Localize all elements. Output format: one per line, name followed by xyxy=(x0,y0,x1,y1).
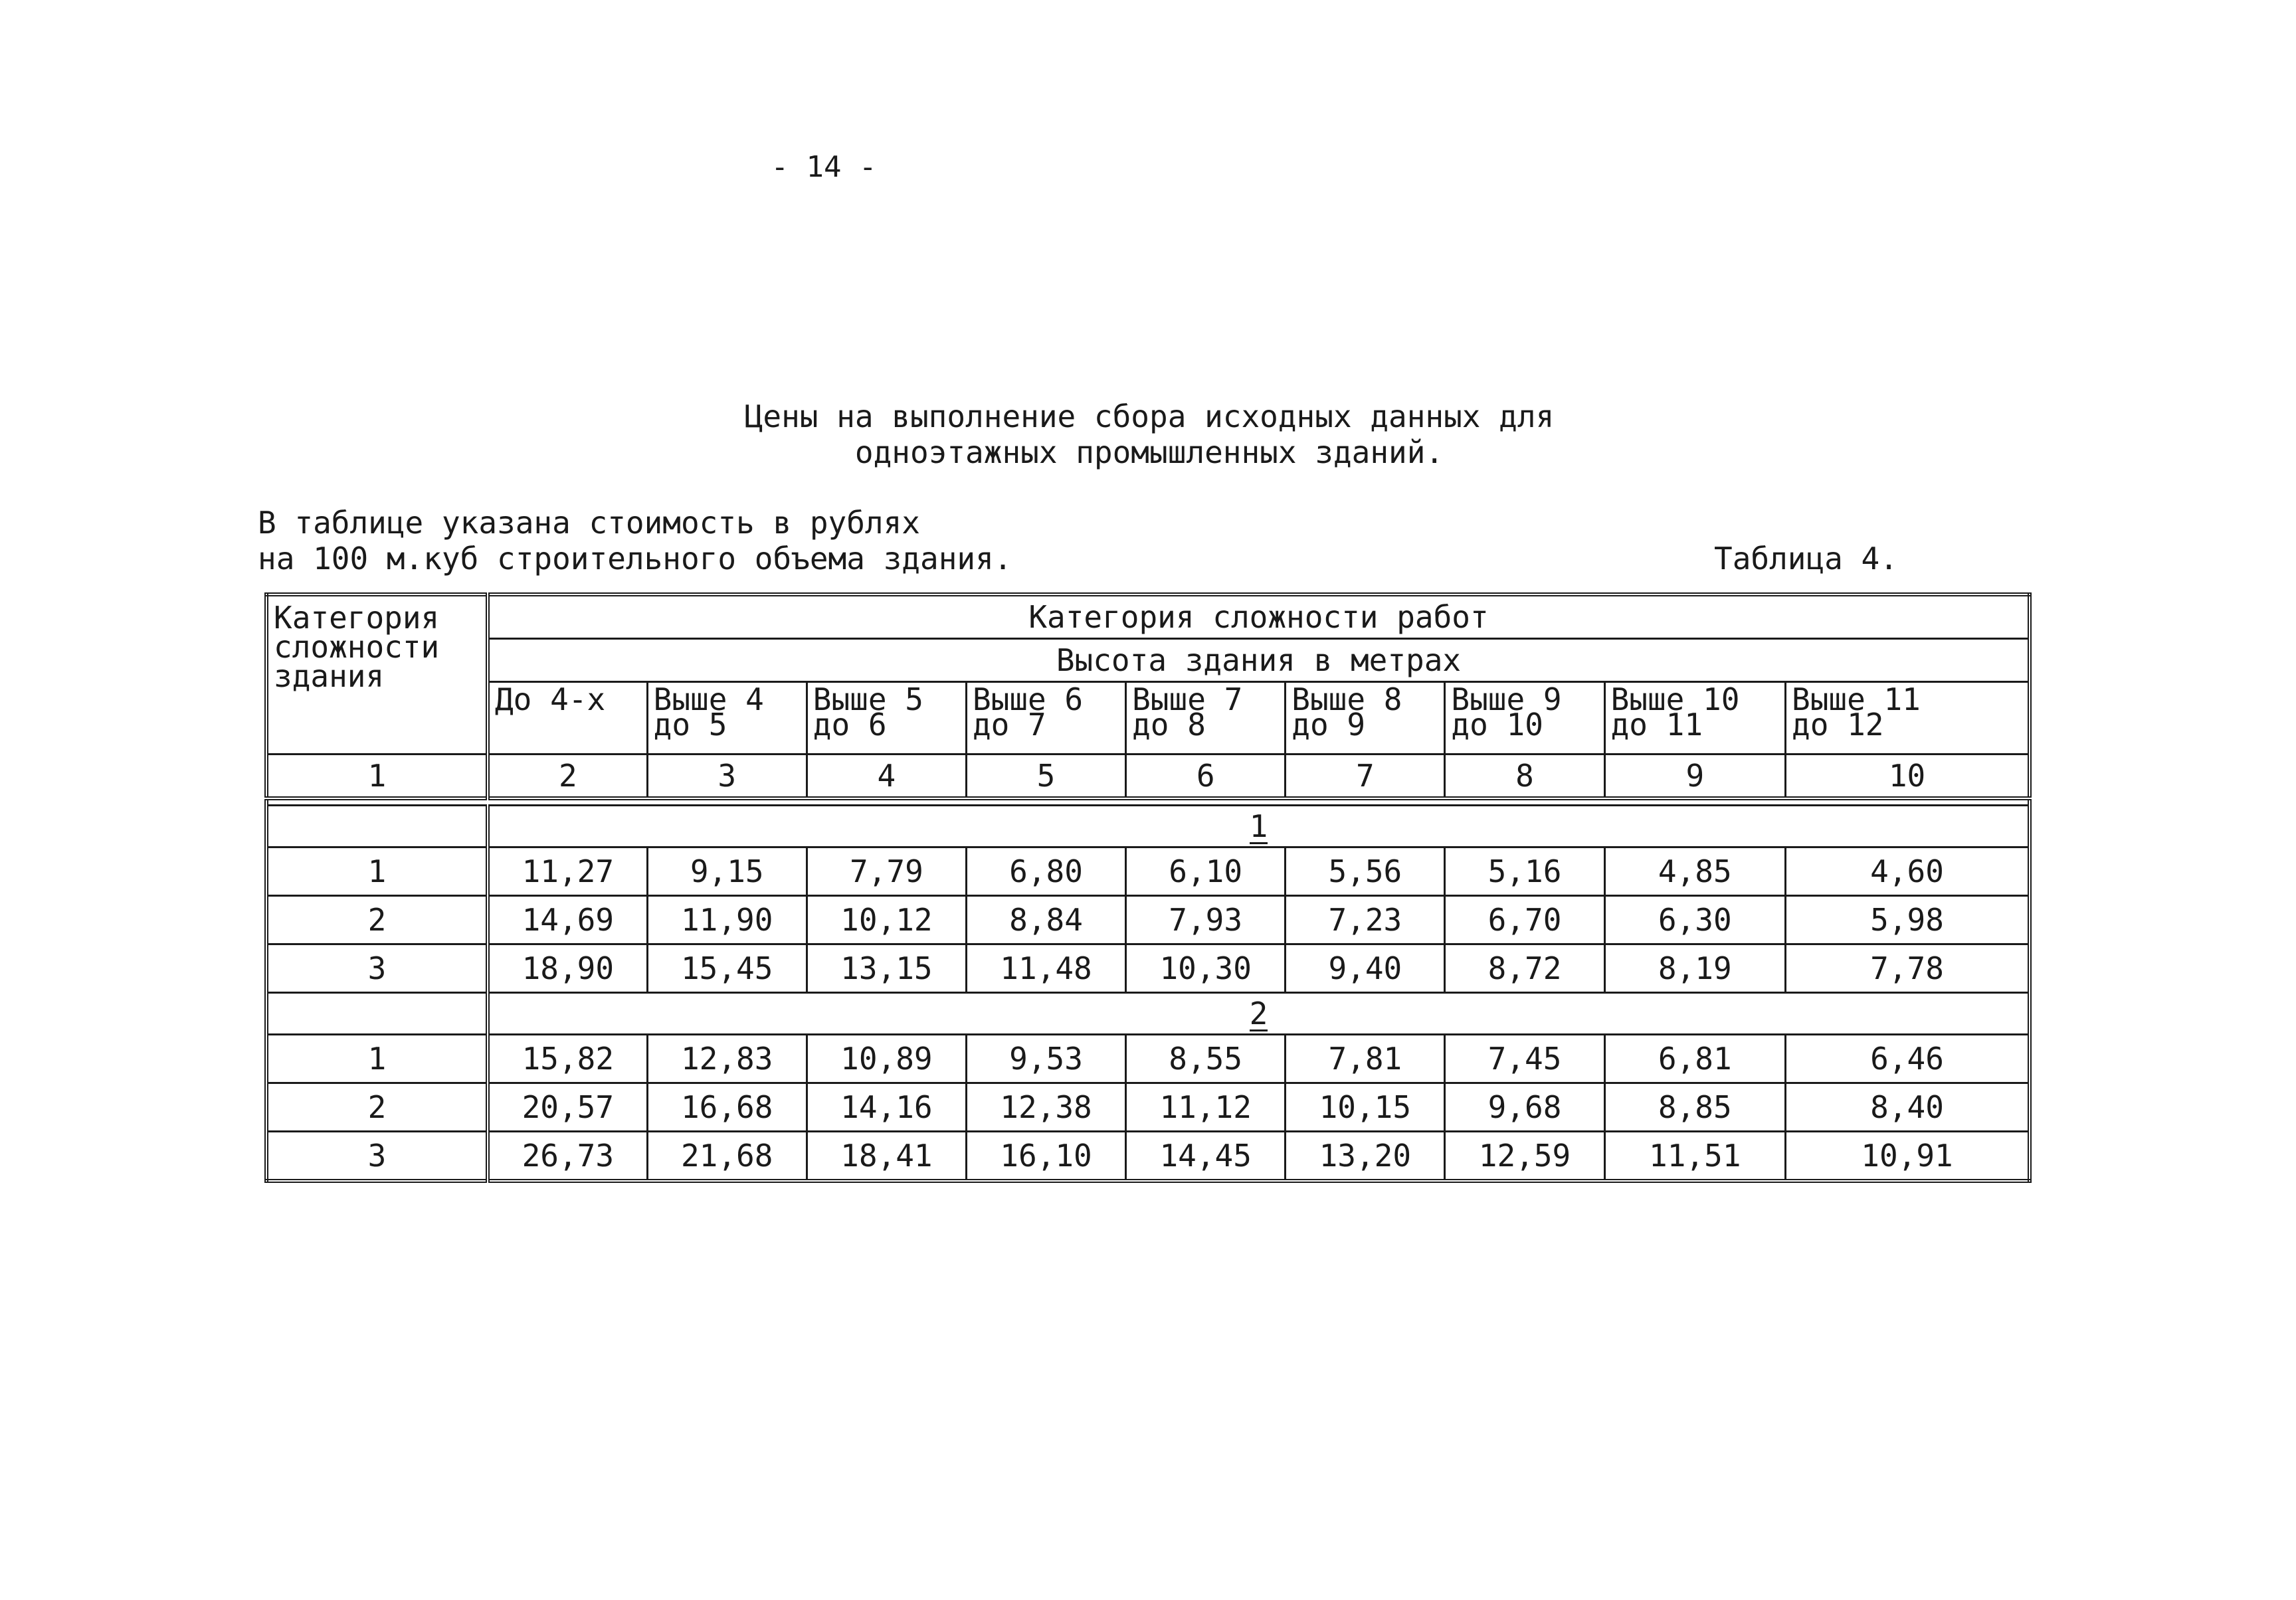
column-header-line-1: Выше 5 xyxy=(813,681,923,717)
price-cell: 8,72 xyxy=(1445,944,1604,993)
column-number: 8 xyxy=(1445,755,1604,799)
column-header-line-1: До 4-х xyxy=(494,681,606,717)
column-header-line-1: Выше 7 xyxy=(1132,681,1243,717)
price-cell: 7,93 xyxy=(1126,896,1286,944)
price-cell: 18,90 xyxy=(488,944,647,993)
section-label: 1 xyxy=(1249,808,1268,844)
price-cell: 7,45 xyxy=(1445,1035,1604,1083)
price-cell: 6,10 xyxy=(1126,847,1286,896)
column-number: 4 xyxy=(807,755,966,799)
price-cell: 7,23 xyxy=(1286,896,1445,944)
row-category: 2 xyxy=(266,1083,488,1132)
column-header xyxy=(1786,682,2030,755)
column-header-line-2: до 8 xyxy=(1132,707,1206,743)
column-header-line-1: Выше 9 xyxy=(1451,681,1562,717)
row-category: 3 xyxy=(266,944,488,993)
price-cell: 11,48 xyxy=(966,944,1125,993)
price-cell: 5,56 xyxy=(1286,847,1445,896)
row-header-cell xyxy=(266,594,488,755)
row-category: 1 xyxy=(266,1035,488,1083)
column-header-line-1: Выше 10 xyxy=(1610,681,1740,717)
group-header: Категория сложности работ xyxy=(488,594,2030,639)
table-row xyxy=(266,847,2030,896)
note-line-1: В таблице указана стоимость в рублях xyxy=(258,505,920,541)
price-cell: 15,45 xyxy=(647,944,807,993)
price-cell: 13,15 xyxy=(807,944,966,993)
column-header xyxy=(488,682,647,755)
price-cell: 9,53 xyxy=(966,1035,1125,1083)
price-cell: 6,70 xyxy=(1445,896,1604,944)
column-header xyxy=(1604,682,1785,755)
price-cell: 9,15 xyxy=(647,847,807,896)
price-cell: 15,82 xyxy=(488,1035,647,1083)
price-cell: 26,73 xyxy=(488,1132,647,1182)
column-header-line-2: до 10 xyxy=(1451,707,1543,743)
price-cell: 11,27 xyxy=(488,847,647,896)
price-cell: 13,20 xyxy=(1286,1132,1445,1182)
price-cell: 6,81 xyxy=(1604,1035,1785,1083)
price-cell: 14,16 xyxy=(807,1083,966,1132)
column-header-line-2: до 9 xyxy=(1292,707,1366,743)
table-row xyxy=(266,1083,2030,1132)
table-label: Таблица 4. xyxy=(1714,541,1898,577)
price-cell: 14,45 xyxy=(1126,1132,1286,1182)
price-cell: 10,89 xyxy=(807,1035,966,1083)
price-cell: 6,30 xyxy=(1604,896,1785,944)
title-line-2: одноэтажных промышленных зданий. xyxy=(854,434,1444,470)
price-cell: 8,55 xyxy=(1126,1035,1286,1083)
column-header-line-2: до 6 xyxy=(813,707,887,743)
price-cell: 4,60 xyxy=(1786,847,2030,896)
price-cell: 8,19 xyxy=(1604,944,1785,993)
price-cell: 7,79 xyxy=(807,847,966,896)
section-category-blank xyxy=(266,806,488,847)
subgroup-header: Высота здания в метрах xyxy=(488,639,2030,682)
section-title-cell xyxy=(488,993,2030,1035)
document-title xyxy=(518,399,1780,470)
column-header-line-1: Выше 4 xyxy=(653,681,764,717)
column-header-line-2: до 7 xyxy=(972,707,1046,743)
price-cell: 14,69 xyxy=(488,896,647,944)
column-header-line-1: Выше 6 xyxy=(972,681,1084,717)
price-cell: 16,68 xyxy=(647,1083,807,1132)
section-title-cell xyxy=(488,806,2030,847)
table-row xyxy=(266,896,2030,944)
column-header-line-2: до 11 xyxy=(1610,707,1703,743)
price-cell: 4,85 xyxy=(1604,847,1785,896)
price-cell: 20,57 xyxy=(488,1083,647,1132)
price-cell: 6,80 xyxy=(966,847,1125,896)
price-cell: 8,84 xyxy=(966,896,1125,944)
price-cell: 5,16 xyxy=(1445,847,1604,896)
price-cell: 11,12 xyxy=(1126,1083,1286,1132)
column-header xyxy=(1126,682,1286,755)
price-cell: 5,98 xyxy=(1786,896,2030,944)
row-header-line-1: Категория xyxy=(274,600,440,636)
price-cell: 10,15 xyxy=(1286,1083,1445,1132)
column-number: 2 xyxy=(488,755,647,799)
column-number: 6 xyxy=(1126,755,1286,799)
row-header-line-3: здания xyxy=(274,658,385,694)
price-cell: 7,81 xyxy=(1286,1035,1445,1083)
price-cell: 7,78 xyxy=(1786,944,2030,993)
header-separator xyxy=(266,798,2030,806)
table-row xyxy=(266,1132,2030,1182)
column-number: 1 xyxy=(266,755,488,799)
price-cell: 12,38 xyxy=(966,1083,1125,1132)
column-header xyxy=(1445,682,1604,755)
column-header xyxy=(647,682,807,755)
column-header-line-2: до 5 xyxy=(653,707,727,743)
section-category-blank xyxy=(266,993,488,1035)
price-cell: 11,90 xyxy=(647,896,807,944)
price-cell: 18,41 xyxy=(807,1132,966,1182)
page-number: - 14 - xyxy=(771,150,877,184)
column-number: 3 xyxy=(647,755,807,799)
note-line-2: на 100 м.куб строительного объема здания. xyxy=(258,541,1012,577)
price-cell: 11,51 xyxy=(1604,1132,1785,1182)
row-header-line-2: сложности xyxy=(274,629,440,665)
row-category: 2 xyxy=(266,896,488,944)
column-header xyxy=(1286,682,1445,755)
price-cell: 16,10 xyxy=(966,1132,1125,1182)
table-row xyxy=(266,1035,2030,1083)
column-number: 9 xyxy=(1604,755,1785,799)
price-table xyxy=(264,592,2032,1183)
column-header-line-1: Выше 11 xyxy=(1792,681,1921,717)
section-label: 2 xyxy=(1249,996,1268,1031)
column-header xyxy=(807,682,966,755)
price-cell: 12,83 xyxy=(647,1035,807,1083)
price-cell: 10,91 xyxy=(1786,1132,2030,1182)
column-header-line-1: Выше 8 xyxy=(1292,681,1402,717)
price-cell: 6,46 xyxy=(1786,1035,2030,1083)
price-cell: 10,30 xyxy=(1126,944,1286,993)
column-number: 10 xyxy=(1786,755,2030,799)
price-cell: 10,12 xyxy=(807,896,966,944)
column-number: 5 xyxy=(966,755,1125,799)
table-note xyxy=(258,505,1012,577)
title-line-1: Цены на выполнение сбора исходных данных для xyxy=(744,399,1555,434)
price-cell: 9,68 xyxy=(1445,1083,1604,1132)
column-header-line-2: до 12 xyxy=(1792,707,1884,743)
row-category: 3 xyxy=(266,1132,488,1182)
column-header xyxy=(966,682,1125,755)
price-cell: 21,68 xyxy=(647,1132,807,1182)
price-cell: 8,85 xyxy=(1604,1083,1785,1132)
table-row xyxy=(266,944,2030,993)
price-cell: 8,40 xyxy=(1786,1083,2030,1132)
price-cell: 12,59 xyxy=(1445,1132,1604,1182)
row-category: 1 xyxy=(266,847,488,896)
column-number: 7 xyxy=(1286,755,1445,799)
price-cell: 9,40 xyxy=(1286,944,1445,993)
